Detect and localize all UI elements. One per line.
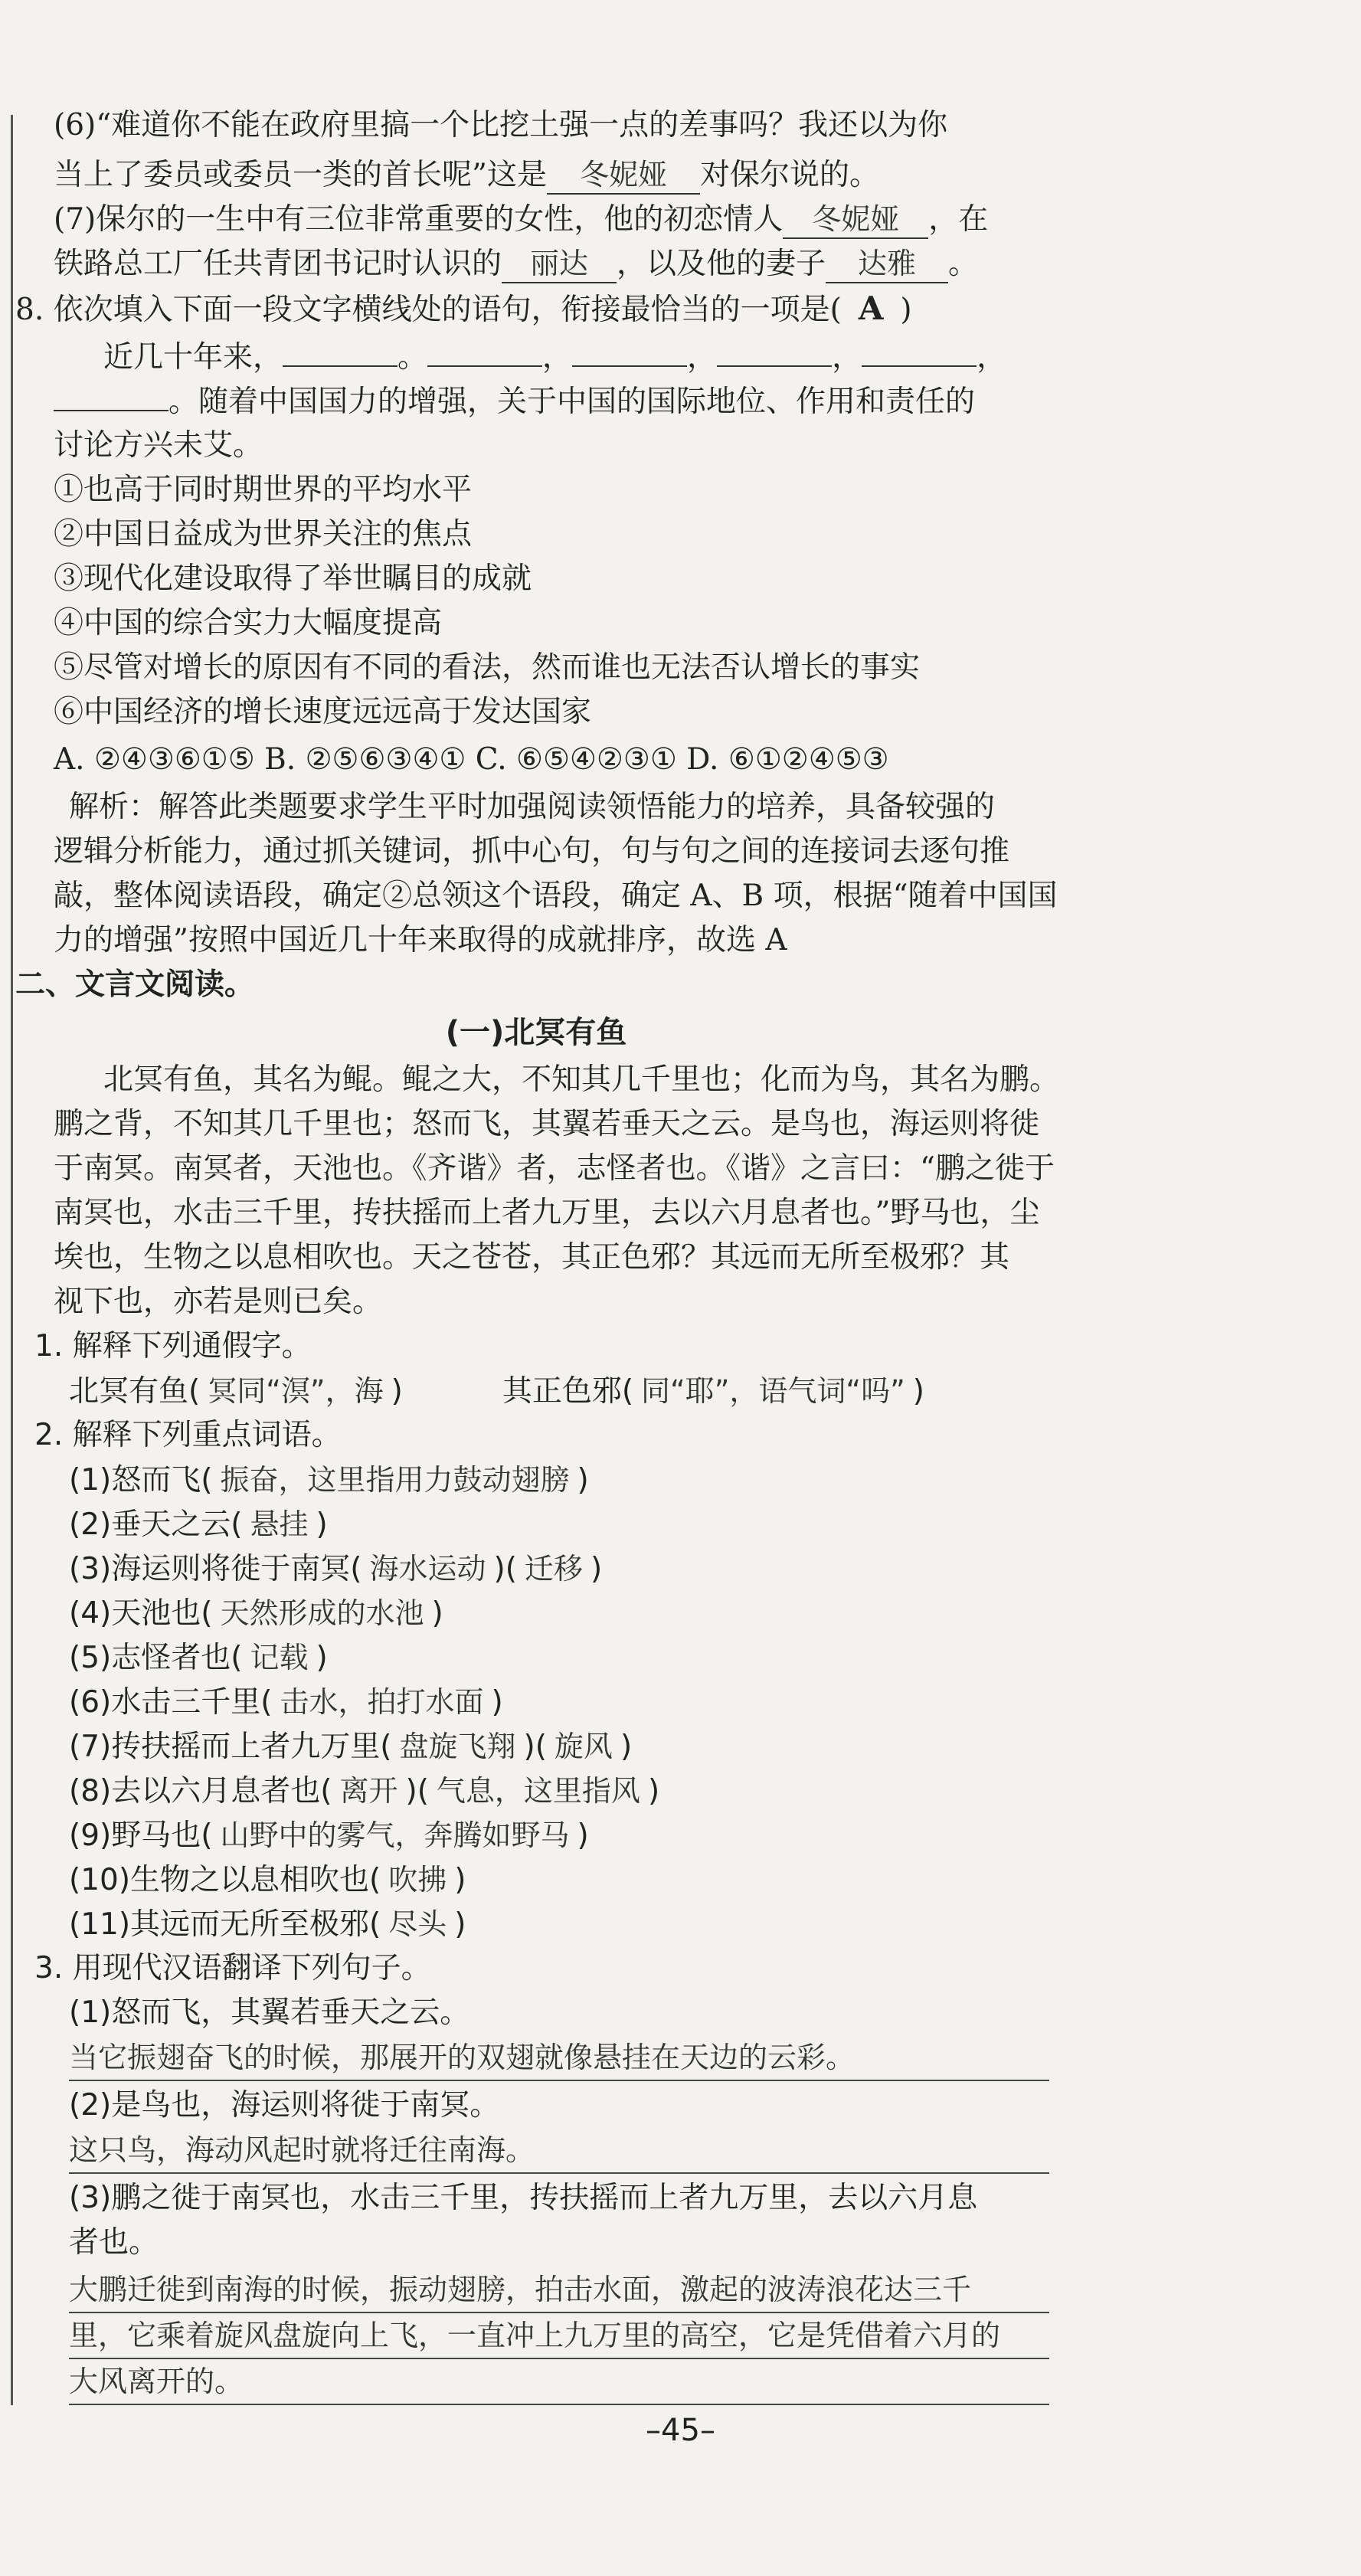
margin-rule bbox=[11, 115, 13, 2405]
sq2-item-6: (6)水击三千里( 击水，拍打水面 ) bbox=[69, 1685, 503, 1720]
sq2-item-5: (5)志怪者也( 记载 ) bbox=[69, 1641, 328, 1675]
q7-answer3: 达雅 bbox=[826, 245, 948, 283]
page-number: –45– bbox=[646, 2413, 715, 2448]
q7-answer1: 冬妮娅 bbox=[783, 201, 928, 239]
sq2-item-11: (11)其远而无所至极邪( 尽头 ) bbox=[69, 1907, 466, 1942]
passage-line-2: 鹏之背，不知其几千里也；怒而飞，其翼若垂天之云。是鸟也，海运则将徙 bbox=[54, 1107, 1040, 1141]
section-heading: 二、文言文阅读。 bbox=[15, 967, 255, 1002]
q8-analysis-3: 敲，整体阅读语段，确定②总领这个语段，确定 A、B 项，根据“随着中国国 bbox=[54, 879, 1058, 913]
q8-option-1: ①也高于同时期世界的平均水平 bbox=[54, 473, 473, 507]
q8-passage-line3: 讨论方兴未艾。 bbox=[54, 428, 263, 463]
q8-option-5: ⑤尽管对增长的原因有不同的看法，然而谁也无法否认增长的事实 bbox=[54, 650, 921, 685]
q8-option-2: ②中国日益成为世界关注的焦点 bbox=[54, 517, 473, 552]
sq2-item-7: (7)抟扶摇而上者九万里( 盘旋飞翔 )( 旋风 ) bbox=[69, 1730, 633, 1764]
passage-title: (一)北冥有鱼 bbox=[445, 1015, 627, 1050]
sq3-answer-3-line3: 大风离开的。 bbox=[69, 2359, 1049, 2405]
q8-passage-line1: 近几十年来， 。 ， ， ， ， bbox=[103, 335, 1114, 379]
sq3-question-1: (1)怒而飞，其翼若垂天之云。 bbox=[69, 1995, 470, 2030]
sq3-question-3-line1: (3)鹏之徙于南冥也，水击三千里，抟扶摇而上者九万里，去以六月息 bbox=[69, 2181, 978, 2215]
sq1-title: 1. 解释下列通假字。 bbox=[34, 1329, 312, 1363]
q8-option-6: ⑥中国经济的增长速度远远高于发达国家 bbox=[54, 695, 592, 729]
q8-option-3: ③现代化建设取得了举世瞩目的成就 bbox=[54, 561, 532, 596]
q6-answer: 冬妮娅 bbox=[547, 156, 700, 195]
q7-line2: 铁路总工厂任共青团书记时认识的 丽达 ，以及他的妻子 达雅 。 bbox=[54, 242, 1065, 286]
passage-line-5: 埃也，生物之以息相吹也。天之苍苍，其正色邪？其远而无所至极邪？其 bbox=[54, 1240, 1010, 1275]
sq3-answer-1: 当它振翅奋飞的时候，那展开的双翅就像悬挂在天边的云彩。 bbox=[69, 2035, 1049, 2081]
passage-line-6: 视下也，亦若是则已矣。 bbox=[54, 1285, 383, 1319]
sq2-item-9: (9)野马也( 山野中的雾气，奔腾如野马 ) bbox=[69, 1818, 589, 1853]
sq3-question-3-line2: 者也。 bbox=[69, 2225, 159, 2260]
q8-answer: A bbox=[858, 290, 884, 327]
q8-passage-line2: 。随着中国国力的增强，关于中国的国际地位、作用和责任的 bbox=[54, 379, 1065, 424]
sq2-title: 2. 解释下列重点词语。 bbox=[34, 1418, 342, 1452]
q6-line1: (6)“难道你不能在政府里搞一个比挖土强一点的差事吗？我还以为你 bbox=[54, 108, 948, 142]
q8-analysis-1: 解析：解答此类题要求学生平时加强阅读领悟能力的培养，具备较强的 bbox=[69, 790, 996, 824]
q8-analysis-4: 力的增强”按照中国近几十年来取得的成就排序，故选 A bbox=[54, 923, 787, 957]
q7-line1: (7)保尔的一生中有三位非常重要的女性，他的初恋情人 冬妮娅 ，在 bbox=[54, 198, 1065, 242]
sq3-answer-3-line1: 大鹏迁徙到南海的时候，振动翅膀，拍击水面，激起的波涛浪花达三千 bbox=[69, 2267, 1049, 2313]
sq1-items: 北冥有鱼( 冥同“溟”，海 ) 其正色邪( 同“耶”，语气词“吗” ) bbox=[69, 1374, 924, 1409]
sq2-item-4: (4)天池也( 天然形成的水池 ) bbox=[69, 1596, 443, 1631]
sq2-item-8: (8)去以六月息者也( 离开 )( 气息，这里指风 ) bbox=[69, 1774, 660, 1808]
q8-stem: 8. 依次填入下面一段文字横线处的语句，衔接最恰当的一项是( A ) bbox=[15, 290, 912, 327]
sq3-question-2: (2)是鸟也，海运则将徙于南冥。 bbox=[69, 2088, 500, 2123]
passage-line-1: 北冥有鱼，其名为鲲。鲲之大，不知其几千里也；化而为鸟，其名为鹏。 bbox=[103, 1062, 1060, 1097]
passage-line-3: 于南冥。南冥者，天池也。《齐谐》者，志怪者也。《谐》之言曰：“鹏之徙于 bbox=[54, 1151, 1055, 1186]
q8-choices: A. ②④③⑥①⑤ B. ②⑤⑥③④① C. ⑥⑤④②③① D. ⑥①②④⑤③ bbox=[54, 742, 889, 777]
sq2-item-2: (2)垂天之云( 悬挂 ) bbox=[69, 1507, 328, 1542]
q7-answer2: 丽达 bbox=[502, 245, 617, 283]
sq3-answer-2: 这只鸟，海动风起时就将迁往南海。 bbox=[69, 2128, 1049, 2174]
q6-line2: 当上了委员或委员一类的首长呢”这是 冬妮娅 对保尔说的。 bbox=[54, 153, 1065, 198]
q8-analysis-2: 逻辑分析能力，通过抓关键词，抓中心句，句与句之间的连接词去逐句推 bbox=[54, 834, 1010, 869]
q8-option-4: ④中国的综合实力大幅度提高 bbox=[54, 606, 443, 640]
sq3-title: 3. 用现代汉语翻译下列句子。 bbox=[34, 1951, 431, 1985]
sq3-answer-3-line2: 里，它乘着旋风盘旋向上飞，一直冲上九万里的高空，它是凭借着六月的 bbox=[69, 2313, 1049, 2359]
sq2-item-1: (1)怒而飞( 振奋，这里指用力鼓动翅膀 ) bbox=[69, 1463, 589, 1497]
sq2-item-3: (3)海运则将徙于南冥( 海水运动 )( 迁移 ) bbox=[69, 1552, 603, 1586]
sq2-item-10: (10)生物之以息相吹也( 吹拂 ) bbox=[69, 1863, 466, 1897]
passage-line-4: 南冥也，水击三千里，抟扶摇而上者九万里，去以六月息者也。”野马也，尘 bbox=[54, 1196, 1040, 1230]
